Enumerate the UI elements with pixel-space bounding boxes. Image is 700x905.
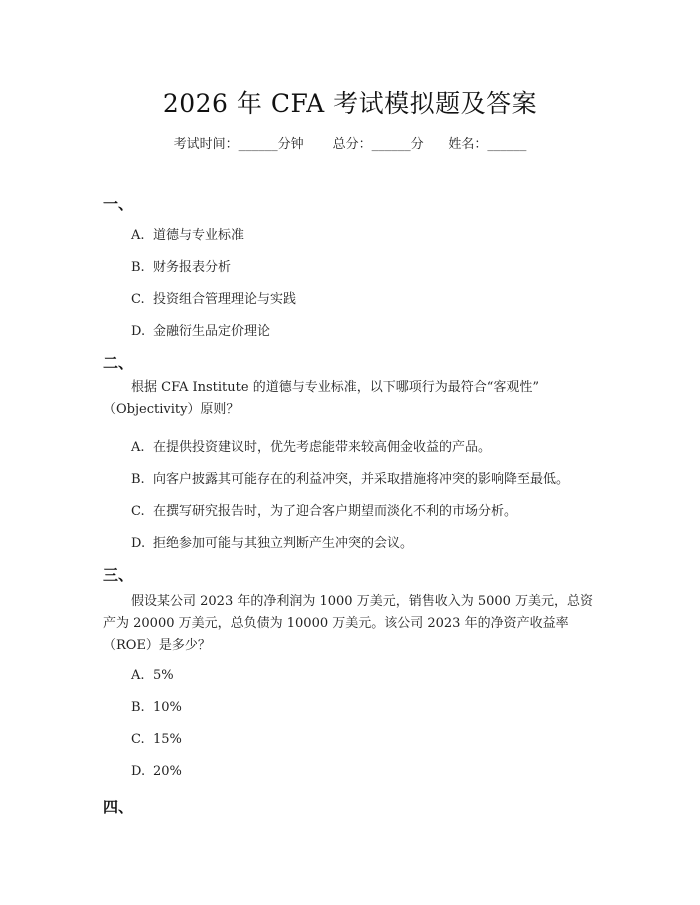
option-letter: B.	[131, 260, 145, 275]
option-letter: D.	[131, 324, 146, 339]
section-heading-1: 一、	[103, 195, 134, 213]
section-heading-3: 三、	[103, 566, 134, 584]
option-3a	[131, 668, 174, 683]
option-1a	[131, 224, 244, 243]
option-2a	[131, 436, 491, 455]
page-title: 2026 年 CFA 考试模拟题及答案	[162, 89, 538, 118]
option-text: 10%	[153, 700, 182, 715]
name-blank: ______	[487, 137, 527, 152]
option-2b	[131, 468, 569, 487]
option-text: 15%	[153, 732, 182, 747]
option-letter: D.	[131, 764, 146, 779]
option-1c	[131, 288, 296, 307]
section-heading-2: 二、	[103, 354, 134, 372]
time-unit: 分钟	[277, 137, 304, 152]
score-label: 总分：	[332, 137, 372, 152]
option-letter: A.	[131, 228, 145, 243]
option-text: 向客户披露其可能存在的利益冲突，并采取措施将冲突的影响降至最低。	[153, 472, 570, 487]
option-3c	[131, 732, 182, 747]
option-text: 道德与专业标准	[153, 228, 245, 243]
time-label: 考试时间：	[173, 137, 239, 152]
score-unit: 分	[410, 137, 424, 152]
option-1d	[131, 320, 270, 339]
option-letter: C.	[131, 292, 145, 307]
option-text: 20%	[153, 764, 182, 779]
option-letter: C.	[131, 732, 145, 747]
exam-info-line	[0, 133, 700, 152]
question-2-line-1: 根据 CFA Institute 的道德与专业标准，以下哪项行为最符合“客观性”	[131, 380, 539, 395]
option-letter: C.	[131, 504, 145, 519]
question-2	[103, 377, 603, 421]
section-heading-4: 四、	[103, 798, 134, 816]
option-letter: A.	[131, 668, 145, 683]
option-text: 在提供投资建议时，优先考虑能带来较高佣金收益的产品。	[153, 440, 492, 455]
option-text: 5%	[153, 668, 174, 683]
option-3b	[131, 700, 182, 715]
option-2c	[131, 500, 517, 519]
option-text: 财务报表分析	[153, 260, 232, 275]
option-text: 在撰写研究报告时，为了迎合客户期望而淡化不利的市场分析。	[153, 504, 518, 519]
score-blank: ______	[371, 137, 411, 152]
question-3	[103, 591, 603, 657]
option-1b	[131, 256, 231, 275]
time-blank: ______	[238, 137, 278, 152]
option-letter: B.	[131, 700, 145, 715]
name-label: 姓名：	[448, 137, 488, 152]
question-3-line-3: （ROE）是多少？	[103, 638, 211, 653]
option-letter: A.	[131, 440, 145, 455]
question-2-line-2: （Objectivity）原则？	[103, 402, 240, 417]
question-3-line-1: 假设某公司 2023 年的净利润为 1000 万美元，销售收入为 5000 万美元，总资	[131, 594, 594, 609]
option-text: 拒绝参加可能与其独立判断产生冲突的会议。	[153, 536, 414, 551]
option-letter: D.	[131, 536, 146, 551]
option-text: 金融衍生品定价理论	[153, 324, 271, 339]
option-letter: B.	[131, 472, 145, 487]
question-3-line-2: 产为 20000 万美元，总负债为 10000 万美元。该公司 2023 年的净资产收益率	[103, 616, 569, 631]
option-text: 投资组合管理理论与实践	[153, 292, 297, 307]
option-2d	[131, 532, 413, 551]
option-3d	[131, 764, 182, 779]
